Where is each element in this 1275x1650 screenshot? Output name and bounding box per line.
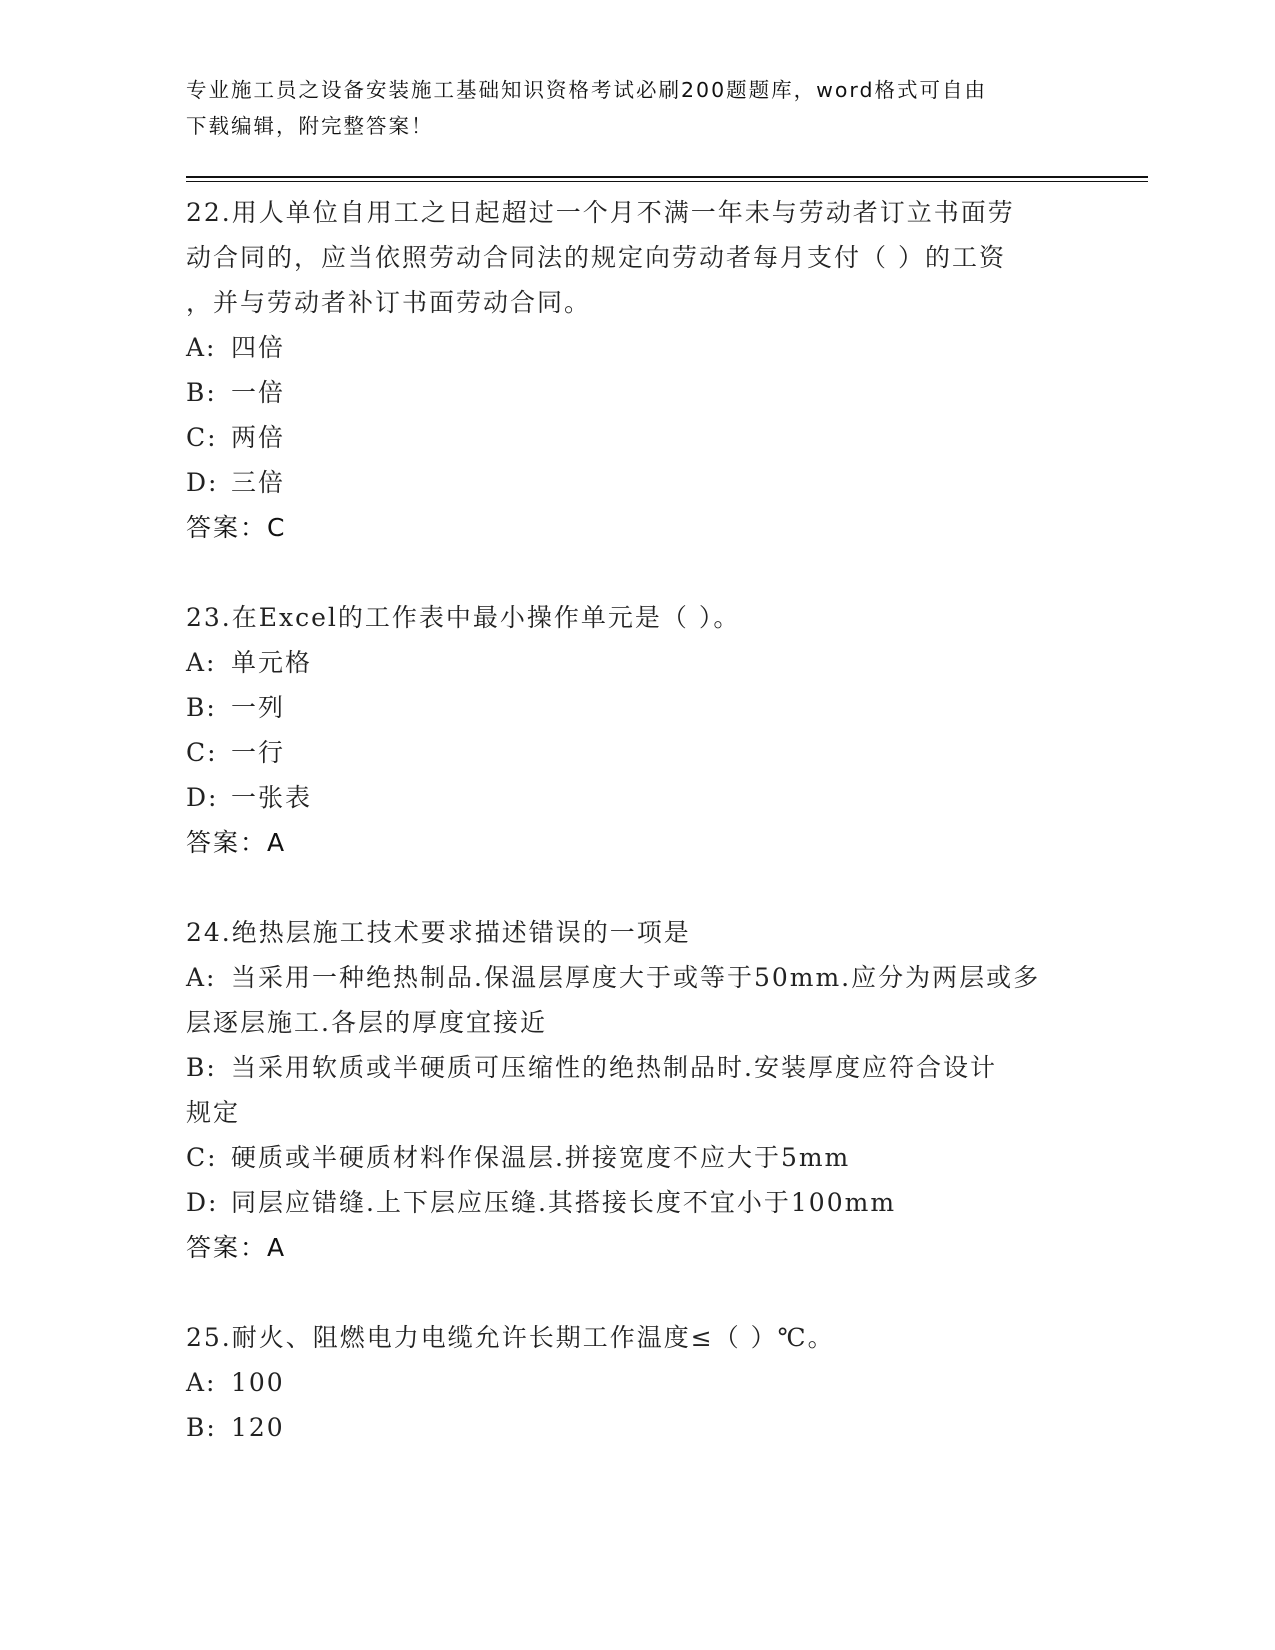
option-label: D: xyxy=(186,1188,219,1217)
option-label: A: xyxy=(186,648,217,677)
option-line xyxy=(186,955,1086,1000)
question-spacer xyxy=(186,1270,1086,1315)
option-line xyxy=(186,460,1086,505)
option-label: D: xyxy=(186,783,219,812)
option-line xyxy=(186,1045,1086,1090)
option-line xyxy=(186,775,1086,820)
option-text: 当采用软质或半硬质可压缩性的绝热制品时.安装厚度应符合设计 xyxy=(231,1053,997,1082)
question-stem-line: 25.耐火、阻燃电力电缆允许长期工作温度≤（ ）℃。 xyxy=(186,1323,835,1352)
option-text: 硬质或半硬质材料作保温层.拼接宽度不应大于5mm xyxy=(231,1143,851,1172)
answer-line: 答案：A xyxy=(186,828,287,857)
option-text: 四倍 xyxy=(231,333,286,362)
header-rule-thick xyxy=(186,176,1148,178)
option-line xyxy=(186,370,1086,415)
option-label: C: xyxy=(186,1143,218,1172)
question-list xyxy=(186,190,1086,1450)
header-rule-thin xyxy=(186,181,1148,182)
option-line xyxy=(186,685,1086,730)
question-block xyxy=(186,190,1086,550)
option-text: 当采用一种绝热制品.保温层厚度大于或等于50mm.应分为两层或多 xyxy=(231,963,1041,992)
option-text: 一行 xyxy=(231,738,286,767)
question-stem-line: 24.绝热层施工技术要求描述错误的一项是 xyxy=(186,918,691,947)
question-block xyxy=(186,595,1086,865)
option-line xyxy=(186,1180,1086,1225)
option-continuation: 规定 xyxy=(186,1098,241,1127)
option-label: D: xyxy=(186,468,219,497)
header-line-2: 下载编辑，附完整答案！ xyxy=(186,114,434,138)
question-stem-line: ，并与劳动者补订书面劳动合同。 xyxy=(186,288,592,317)
option-label: C: xyxy=(186,423,218,452)
answer-line: 答案：C xyxy=(186,513,287,542)
option-label: A: xyxy=(186,333,217,362)
option-label: A: xyxy=(186,1368,217,1397)
header-line-1: 专业施工员之设备安装施工基础知识资格考试必刷200题题库，word格式可自由 xyxy=(186,78,988,102)
answer-line: 答案：A xyxy=(186,1233,287,1262)
question-spacer xyxy=(186,550,1086,595)
option-text: 100 xyxy=(231,1368,285,1397)
question-block xyxy=(186,910,1086,1270)
document-header xyxy=(186,72,1066,144)
option-label: A: xyxy=(186,963,217,992)
question-block xyxy=(186,1315,1086,1450)
option-text: 120 xyxy=(231,1413,285,1442)
question-stem-line: 22.用人单位自用工之日起超过一个月不满一年未与劳动者订立书面劳 xyxy=(186,198,1015,227)
option-label: B: xyxy=(186,693,217,722)
option-text: 同层应错缝.上下层应压缝.其搭接长度不宜小于100mm xyxy=(231,1188,897,1217)
option-label: B: xyxy=(186,1053,217,1082)
option-text: 一列 xyxy=(231,693,286,722)
option-label: C: xyxy=(186,738,218,767)
option-text: 一张表 xyxy=(231,783,313,812)
question-stem-line: 23.在Excel的工作表中最小操作单元是（ ）。 xyxy=(186,603,741,632)
option-text: 两倍 xyxy=(231,423,286,452)
question-spacer xyxy=(186,865,1086,910)
question-stem-line: 动合同的，应当依照劳动合同法的规定向劳动者每月支付（ ）的工资 xyxy=(186,243,1006,272)
option-label: B: xyxy=(186,378,217,407)
option-line xyxy=(186,640,1086,685)
option-text: 一倍 xyxy=(231,378,286,407)
option-continuation: 层逐层施工.各层的厚度宜接近 xyxy=(186,1008,547,1037)
option-line xyxy=(186,325,1086,370)
option-label: B: xyxy=(186,1413,217,1442)
option-line xyxy=(186,730,1086,775)
option-line xyxy=(186,1360,1086,1405)
option-text: 单元格 xyxy=(231,648,313,677)
option-line xyxy=(186,1135,1086,1180)
option-line xyxy=(186,415,1086,460)
option-line xyxy=(186,1405,1086,1450)
option-text: 三倍 xyxy=(231,468,286,497)
